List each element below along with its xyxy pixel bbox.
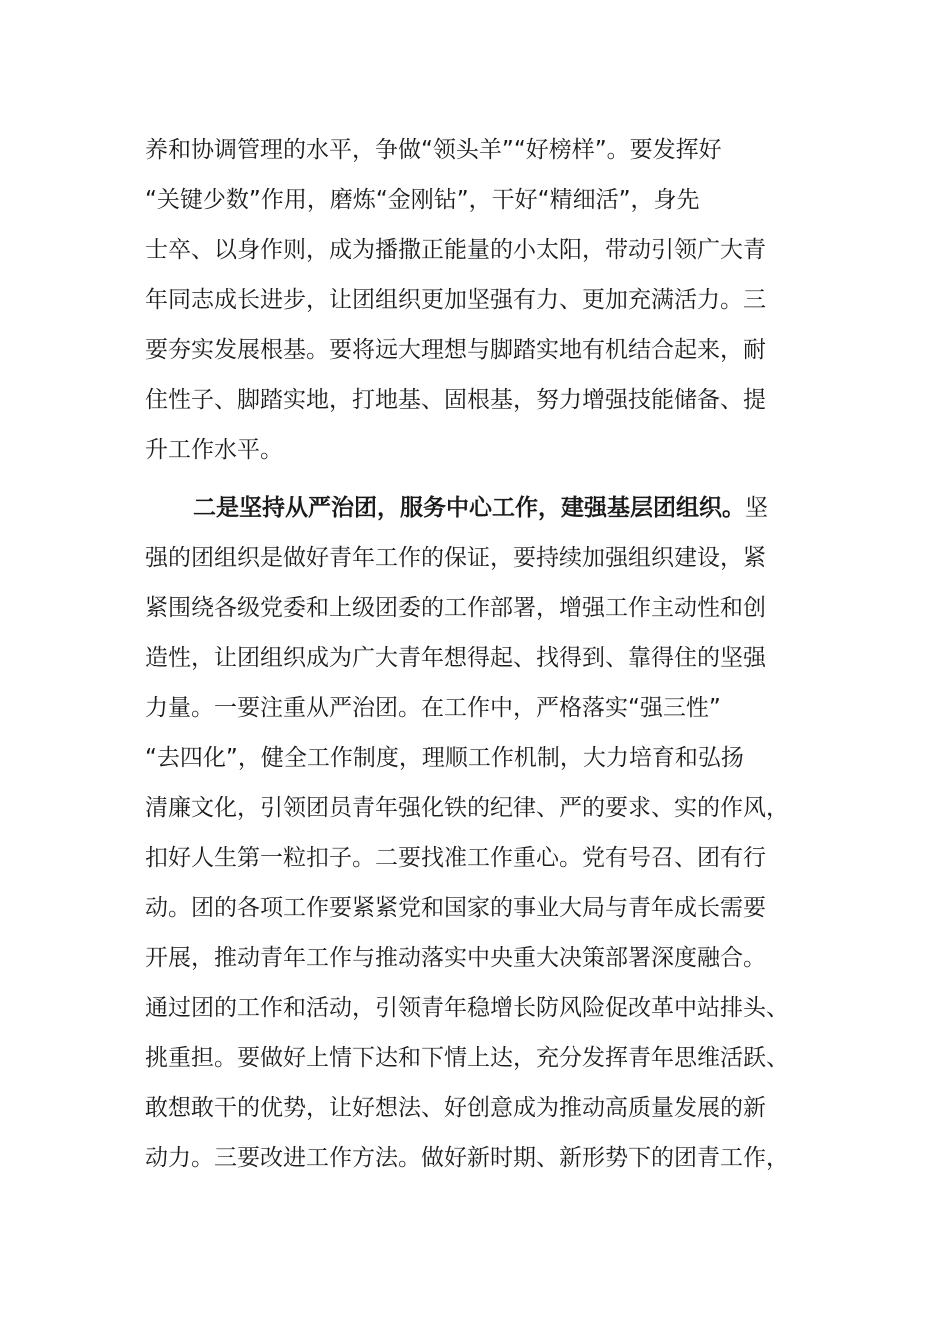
- text-line: 敢想敢干的优势，让好想法、好创意成为推动高质量发展的新: [145, 1095, 766, 1121]
- paragraph-2-heading: 二是坚持从严治团，服务中心工作，建强基层团组织。: [193, 495, 745, 521]
- text-line: 年同志成长进步，让团组织更加坚强有力、更加充满活力。三: [145, 287, 766, 313]
- text-line: 紧围绕各级党委和上级团委的工作部署，增强工作主动性和创: [145, 595, 766, 621]
- paragraph-2-first-line-rest: 坚: [745, 495, 768, 521]
- text-line: 扣好人生第一粒扣子。二要找准工作重心。党有号召、团有行: [145, 845, 766, 871]
- text-line: 升工作水平。: [145, 437, 283, 463]
- text-line: 动力。三要改进工作方法。做好新时期、新形势下的团青工作，: [145, 1145, 789, 1171]
- text-line: 动。团的各项工作要紧紧党和国家的事业大局与青年成长需要: [145, 895, 766, 921]
- text-line: 通过团的工作和活动，引领青年稳增长防风险促改革中站排头、: [145, 995, 789, 1021]
- text-line: “关键少数”作用，磨炼“金刚钻”，干好“精细活”，身先: [145, 187, 700, 213]
- text-line: 开展，推动青年工作与推动落实中央重大决策部署深度融合。: [145, 945, 766, 971]
- text-line: 挑重担。要做好上情下达和下情上达，充分发挥青年思维活跃、: [145, 1045, 789, 1071]
- text-line: 要夯实发展根基。要将远大理想与脚踏实地有机结合起来，耐: [145, 337, 766, 363]
- text-line: 力量。一要注重从严治团。在工作中，严格落实“强三性”: [145, 695, 721, 721]
- text-line: 士卒、以身作则，成为播撒正能量的小太阳，带动引领广大青: [145, 237, 766, 263]
- text-line: 住性子、脚踏实地，打地基、固根基，努力增强技能储备、提: [145, 387, 766, 413]
- text-line: “去四化”，健全工作制度，理顺工作机制，大力培育和弘扬: [145, 745, 744, 771]
- text-line: 养和协调管理的水平，争做“领头羊”“好榜样”。要发挥好: [145, 137, 722, 163]
- text-line: 强的团组织是做好青年工作的保证，要持续加强组织建设，紧: [145, 545, 766, 571]
- text-line: 造性，让团组织成为广大青年想得起、找得到、靠得住的坚强: [145, 645, 766, 671]
- text-line: 清廉文化，引领团员青年强化铁的纪律、严的要求、实的作风，: [145, 795, 789, 821]
- paragraph-2-first-line: [193, 483, 768, 533]
